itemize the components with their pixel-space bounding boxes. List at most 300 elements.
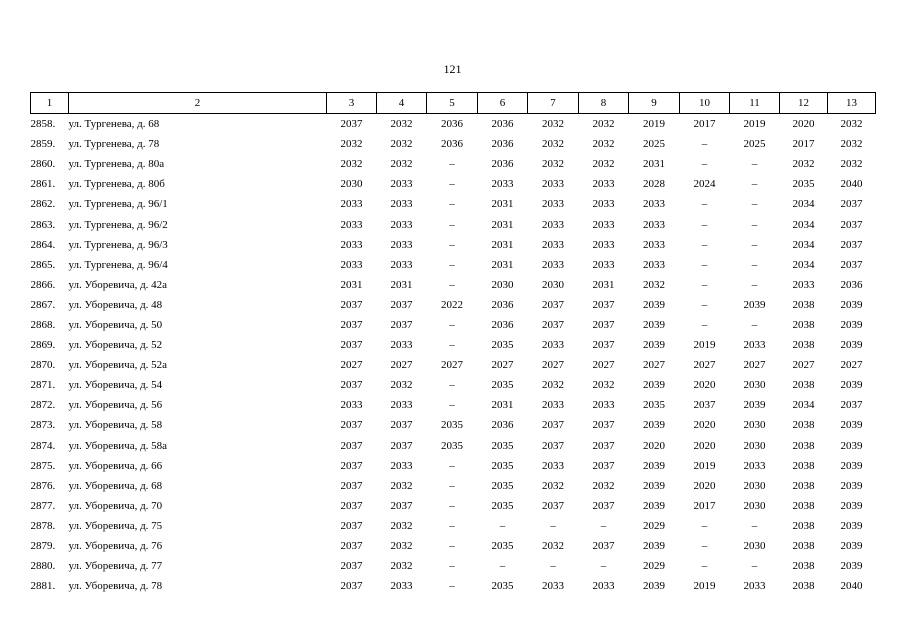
year-cell: 2019: [643, 118, 665, 131]
year-cell: 2033: [542, 399, 564, 412]
year-cell: 2020: [693, 379, 716, 392]
year-cell: 2038: [792, 379, 815, 392]
year-cell: 2033: [390, 198, 413, 211]
year-cell: 2037: [840, 218, 863, 231]
year-cell: 2025: [643, 138, 665, 151]
table-row: [31, 496, 876, 516]
row-number-cell: 2877.: [30, 499, 56, 512]
year-cell: 2037: [390, 499, 413, 512]
year-cell: 2033: [743, 339, 766, 352]
column-number-header: 4: [377, 93, 427, 114]
year-cell: –: [449, 278, 455, 291]
row-number-cell: 2864.: [30, 238, 56, 251]
year-cell: 2036: [491, 138, 514, 151]
year-cell: 2036: [441, 138, 463, 151]
row-number-cell: 2865.: [30, 258, 56, 271]
year-cell: 2039: [840, 318, 863, 331]
row-number-cell: 2866.: [30, 278, 56, 291]
row-number-cell: 2858.: [30, 118, 56, 131]
year-cell: 2039: [840, 479, 863, 492]
year-cell: –: [751, 278, 758, 291]
year-cell: 2037: [340, 318, 363, 331]
year-cell: 2037: [340, 439, 363, 452]
table-row: [31, 154, 876, 174]
year-cell: 2034: [792, 399, 815, 412]
address-cell: ул. Тургенева, д. 96/4: [68, 258, 168, 271]
year-cell: 2030: [340, 178, 363, 191]
year-cell: 2037: [840, 399, 863, 412]
table-row: [31, 536, 876, 556]
year-cell: 2033: [390, 459, 413, 472]
address-cell: ул. Уборевича, д. 78: [68, 580, 163, 593]
year-cell: 2033: [340, 399, 363, 412]
year-cell: 2033: [542, 258, 564, 271]
year-cell: 2039: [840, 459, 863, 472]
year-cell: 2037: [390, 419, 413, 432]
address-cell: ул. Тургенева, д. 80а: [68, 158, 165, 171]
row-number-cell: 2879.: [30, 540, 56, 553]
year-cell: 2039: [643, 459, 665, 472]
year-cell: 2030: [743, 479, 766, 492]
row-number-cell: 2880.: [30, 560, 56, 573]
table-row: [31, 436, 876, 456]
year-cell: 2032: [340, 138, 363, 151]
year-cell: 2033: [592, 580, 615, 593]
year-cell: 2039: [743, 298, 766, 311]
page-number: 121: [443, 62, 462, 76]
year-cell: 2022: [441, 298, 463, 311]
year-cell: –: [449, 178, 455, 191]
year-cell: –: [550, 519, 556, 532]
year-cell: 2035: [491, 580, 514, 593]
table-row: [31, 375, 876, 395]
year-cell: 2020: [693, 419, 716, 432]
address-cell: ул. Уборевича, д. 52: [68, 339, 163, 352]
year-cell: 2031: [491, 198, 514, 211]
column-number-header: 1: [31, 93, 69, 114]
address-cell: ул. Уборевича, д. 58: [68, 419, 163, 432]
year-cell: 2033: [743, 459, 766, 472]
year-cell: 2030: [491, 278, 514, 291]
year-cell: –: [701, 278, 708, 291]
year-cell: 2032: [542, 540, 564, 553]
year-cell: 2039: [643, 419, 665, 432]
year-cell: –: [751, 519, 758, 532]
year-cell: 2030: [743, 419, 766, 432]
year-cell: 2037: [693, 399, 716, 412]
year-cell: 2039: [643, 580, 665, 593]
year-cell: 2040: [840, 178, 863, 191]
year-cell: 2032: [542, 138, 564, 151]
row-number-cell: 2863.: [30, 218, 56, 231]
year-cell: 2036: [491, 158, 514, 171]
row-number-cell: 2859.: [30, 138, 56, 151]
year-cell: 2034: [792, 238, 815, 251]
year-cell: 2037: [340, 580, 363, 593]
year-cell: 2027: [491, 359, 514, 372]
address-cell: ул. Уборевича, д. 77: [68, 560, 163, 573]
year-cell: 2031: [390, 278, 413, 291]
year-cell: 2037: [840, 238, 863, 251]
year-cell: –: [701, 318, 708, 331]
year-cell: 2035: [491, 379, 514, 392]
year-cell: 2038: [792, 479, 815, 492]
year-cell: 2033: [542, 238, 564, 251]
address-cell: ул. Тургенева, д. 96/2: [68, 218, 168, 231]
year-cell: 2033: [743, 580, 766, 593]
year-cell: 2033: [340, 258, 363, 271]
year-cell: –: [751, 178, 758, 191]
year-cell: 2032: [592, 158, 615, 171]
year-cell: 2037: [340, 118, 363, 131]
year-cell: –: [751, 218, 758, 231]
year-cell: 2020: [643, 439, 665, 452]
year-cell: –: [550, 560, 556, 573]
year-cell: 2032: [792, 158, 815, 171]
year-cell: –: [449, 399, 455, 412]
year-cell: 2031: [340, 278, 363, 291]
table-row: [31, 235, 876, 255]
year-cell: 2039: [643, 339, 665, 352]
year-cell: –: [751, 198, 758, 211]
year-cell: 2038: [792, 318, 815, 331]
year-cell: 2033: [592, 399, 615, 412]
year-cell: 2033: [643, 198, 665, 211]
address-cell: ул. Тургенева, д. 80б: [68, 178, 165, 191]
table-row: [31, 456, 876, 476]
year-cell: 2031: [643, 158, 665, 171]
year-cell: 2037: [592, 339, 615, 352]
year-cell: 2038: [792, 519, 815, 532]
year-cell: 2033: [792, 278, 815, 291]
column-number-header: 12: [780, 93, 828, 114]
column-number-header: 13: [828, 93, 876, 114]
year-cell: 2037: [340, 479, 363, 492]
year-cell: 2032: [542, 379, 564, 392]
year-cell: 2037: [592, 499, 615, 512]
year-cell: 2035: [491, 459, 514, 472]
year-cell: 2035: [491, 339, 514, 352]
year-cell: 2033: [542, 459, 564, 472]
column-number-header: 9: [629, 93, 680, 114]
year-cell: 2033: [390, 238, 413, 251]
year-cell: –: [701, 258, 708, 271]
year-cell: 2037: [340, 459, 363, 472]
address-cell: ул. Тургенева, д. 78: [68, 138, 160, 151]
year-cell: –: [449, 580, 455, 593]
table-row: [31, 114, 876, 135]
year-cell: 2035: [643, 399, 665, 412]
year-cell: 2027: [542, 359, 564, 372]
year-cell: –: [701, 298, 708, 311]
column-number-header: 11: [730, 93, 780, 114]
year-cell: 2032: [592, 379, 615, 392]
year-cell: –: [701, 158, 708, 171]
year-cell: 2037: [592, 419, 615, 432]
year-cell: 2033: [340, 238, 363, 251]
year-cell: 2033: [390, 399, 413, 412]
year-cell: 2033: [491, 178, 514, 191]
year-cell: –: [751, 258, 758, 271]
year-cell: 2032: [840, 158, 863, 171]
year-cell: 2030: [743, 540, 766, 553]
year-cell: 2039: [840, 439, 863, 452]
year-cell: 2017: [693, 499, 716, 512]
year-cell: 2027: [340, 359, 363, 372]
year-cell: 2033: [592, 238, 615, 251]
year-cell: 2031: [491, 258, 514, 271]
year-cell: 2029: [643, 560, 665, 573]
year-cell: 2038: [792, 540, 815, 553]
year-cell: 2038: [792, 439, 815, 452]
address-cell: ул. Уборевича, д. 48: [68, 298, 163, 311]
year-cell: 2019: [693, 459, 716, 472]
year-cell: –: [701, 198, 708, 211]
year-cell: 2037: [340, 339, 363, 352]
year-cell: 2032: [390, 519, 413, 532]
year-cell: 2033: [592, 198, 615, 211]
year-cell: 2033: [542, 178, 564, 191]
table-row: [31, 355, 876, 375]
year-cell: 2039: [840, 298, 863, 311]
year-cell: –: [701, 138, 708, 151]
row-number-cell: 2868.: [30, 318, 56, 331]
year-cell: 2037: [542, 439, 564, 452]
year-cell: 2030: [743, 499, 766, 512]
year-cell: 2039: [840, 560, 863, 573]
table-row: [31, 194, 876, 214]
address-cell: ул. Уборевича, д. 56: [68, 399, 163, 412]
year-cell: 2031: [592, 278, 615, 291]
table-row: [31, 395, 876, 415]
year-cell: –: [449, 339, 455, 352]
year-cell: 2032: [592, 138, 615, 151]
column-number-header: 8: [579, 93, 629, 114]
year-cell: –: [449, 318, 455, 331]
year-cell: 2027: [390, 359, 413, 372]
year-cell: 2037: [542, 419, 564, 432]
year-cell: 2039: [643, 318, 665, 331]
column-number-header: 10: [680, 93, 730, 114]
year-cell: 2038: [792, 499, 815, 512]
year-cell: 2037: [542, 499, 564, 512]
year-cell: 2037: [592, 318, 615, 331]
address-cell: ул. Уборевича, д. 76: [68, 540, 163, 553]
year-cell: 2031: [491, 218, 514, 231]
column-number-header-row: [31, 93, 876, 114]
year-cell: 2038: [792, 580, 815, 593]
row-number-cell: 2875.: [30, 459, 56, 472]
year-cell: 2037: [592, 540, 615, 553]
year-cell: –: [701, 218, 708, 231]
year-cell: 2017: [693, 118, 716, 131]
year-cell: 2033: [643, 258, 665, 271]
year-cell: 2035: [491, 499, 514, 512]
year-cell: 2039: [743, 399, 766, 412]
year-cell: –: [701, 540, 708, 553]
year-cell: 2037: [340, 379, 363, 392]
year-cell: 2034: [792, 198, 815, 211]
year-cell: 2032: [340, 158, 363, 171]
year-cell: 2037: [390, 318, 413, 331]
address-cell: ул. Тургенева, д. 96/3: [68, 238, 168, 251]
table-body: [31, 114, 876, 597]
year-cell: 2032: [390, 540, 413, 553]
year-cell: 2032: [592, 118, 615, 131]
year-cell: 2033: [592, 218, 615, 231]
year-cell: 2027: [693, 359, 716, 372]
column-number-header: 2: [69, 93, 327, 114]
year-cell: 2037: [592, 439, 615, 452]
year-cell: 2033: [542, 339, 564, 352]
year-cell: –: [701, 519, 708, 532]
address-cell: ул. Уборевича, д. 52а: [68, 359, 168, 372]
row-number-cell: 2876.: [30, 479, 56, 492]
year-cell: 2033: [390, 580, 413, 593]
year-cell: 2035: [491, 540, 514, 553]
address-cell: ул. Уборевича, д. 42а: [68, 278, 168, 291]
year-cell: 2033: [390, 339, 413, 352]
year-cell: 2032: [643, 278, 665, 291]
year-cell: 2027: [441, 359, 463, 372]
year-cell: 2025: [743, 138, 766, 151]
year-cell: 2036: [491, 118, 514, 131]
year-cell: 2033: [643, 218, 665, 231]
table-row: [31, 134, 876, 154]
year-cell: –: [449, 158, 455, 171]
year-cell: 2039: [840, 339, 863, 352]
year-cell: –: [449, 379, 455, 392]
year-cell: 2037: [840, 198, 863, 211]
year-cell: 2039: [840, 540, 863, 553]
address-cell: ул. Уборевича, д. 75: [68, 519, 163, 532]
column-number-header: 5: [427, 93, 478, 114]
year-cell: 2036: [441, 118, 463, 131]
year-cell: 2032: [390, 560, 413, 573]
column-number-header: 3: [327, 93, 377, 114]
year-cell: –: [600, 519, 607, 532]
year-cell: –: [449, 258, 455, 271]
address-cell: ул. Уборевича, д. 50: [68, 318, 163, 331]
year-cell: 2037: [592, 298, 615, 311]
year-cell: 2039: [643, 298, 665, 311]
year-cell: 2030: [542, 278, 564, 291]
row-number-cell: 2871.: [30, 379, 56, 392]
year-cell: –: [449, 479, 455, 492]
year-cell: 2027: [643, 359, 665, 372]
address-cell: ул. Тургенева, д. 68: [68, 118, 160, 131]
year-cell: 2038: [792, 298, 815, 311]
year-cell: 2033: [542, 218, 564, 231]
year-cell: 2032: [542, 479, 564, 492]
year-cell: 2033: [542, 198, 564, 211]
year-cell: 2032: [840, 118, 863, 131]
table-row: [31, 275, 876, 295]
year-cell: 2037: [840, 258, 863, 271]
year-cell: 2020: [693, 439, 716, 452]
year-cell: –: [449, 560, 455, 573]
year-cell: 2038: [792, 419, 815, 432]
year-cell: 2037: [340, 519, 363, 532]
column-number-header: 7: [528, 93, 579, 114]
year-cell: 2037: [340, 540, 363, 553]
address-cell: ул. Уборевича, д. 68: [68, 479, 163, 492]
year-cell: 2028: [643, 178, 665, 191]
year-cell: 2030: [743, 439, 766, 452]
year-cell: 2035: [441, 419, 463, 432]
address-cell: ул. Уборевича, д. 58а: [68, 439, 168, 452]
year-cell: 2038: [792, 459, 815, 472]
row-number-cell: 2870.: [30, 359, 56, 372]
row-number-cell: 2881.: [30, 580, 56, 593]
year-cell: 2020: [792, 118, 815, 131]
year-cell: 2038: [792, 339, 815, 352]
year-cell: –: [449, 218, 455, 231]
year-cell: 2034: [792, 258, 815, 271]
year-cell: –: [751, 238, 758, 251]
table-row: [31, 335, 876, 355]
year-cell: 2033: [643, 238, 665, 251]
year-cell: –: [499, 519, 506, 532]
address-cell: ул. Уборевича, д. 66: [68, 459, 163, 472]
year-cell: 2035: [441, 439, 463, 452]
year-cell: 2034: [792, 218, 815, 231]
year-cell: 2037: [390, 298, 413, 311]
row-number-cell: 2867.: [30, 298, 56, 311]
row-number-cell: 2861.: [30, 178, 56, 191]
year-cell: –: [449, 540, 455, 553]
year-cell: 2038: [792, 560, 815, 573]
table-row: [31, 174, 876, 194]
year-cell: 2033: [592, 258, 615, 271]
year-cell: 2033: [542, 580, 564, 593]
year-cell: –: [701, 238, 708, 251]
table-row: [31, 255, 876, 275]
year-cell: 2019: [693, 580, 716, 593]
year-cell: –: [751, 560, 758, 573]
year-cell: 2039: [840, 499, 863, 512]
year-cell: 2033: [592, 178, 615, 191]
year-cell: 2039: [840, 519, 863, 532]
overhaul-schedule-table: [30, 92, 876, 596]
row-number-cell: 2860.: [30, 158, 56, 171]
year-cell: 2037: [340, 499, 363, 512]
year-cell: 2039: [643, 479, 665, 492]
year-cell: 2027: [592, 359, 615, 372]
row-number-cell: 2874.: [30, 439, 56, 452]
year-cell: 2033: [390, 258, 413, 271]
column-number-header: 6: [478, 93, 528, 114]
year-cell: –: [600, 560, 607, 573]
year-cell: 2032: [542, 118, 564, 131]
year-cell: 2040: [840, 580, 863, 593]
address-cell: ул. Тургенева, д. 96/1: [68, 198, 168, 211]
year-cell: –: [751, 158, 758, 171]
year-cell: –: [751, 318, 758, 331]
year-cell: –: [701, 560, 708, 573]
year-cell: 2017: [792, 138, 815, 151]
year-cell: 2037: [390, 439, 413, 452]
year-cell: –: [449, 459, 455, 472]
year-cell: 2032: [390, 158, 413, 171]
year-cell: 2024: [693, 178, 716, 191]
year-cell: 2032: [390, 379, 413, 392]
year-cell: 2039: [643, 379, 665, 392]
row-number-cell: 2878.: [30, 519, 56, 532]
year-cell: 2027: [840, 359, 863, 372]
year-cell: 2027: [743, 359, 766, 372]
year-cell: 2031: [491, 399, 514, 412]
